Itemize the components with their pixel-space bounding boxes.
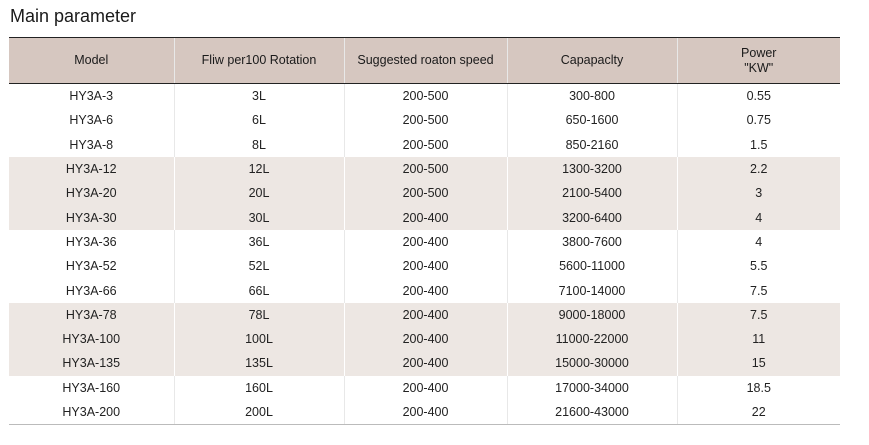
cell-capacity: 650-1600	[507, 108, 677, 132]
cell-power: 3	[677, 181, 840, 205]
header-power-line2: "KW"	[744, 60, 774, 75]
cell-model: HY3A-20	[9, 181, 174, 205]
cell-capacity: 9000-18000	[507, 303, 677, 327]
cell-flow: 78L	[174, 303, 344, 327]
cell-flow: 6L	[174, 108, 344, 132]
cell-power: 11	[677, 327, 840, 351]
page-title: Main parameter	[10, 6, 137, 26]
cell-capacity: 5600-11000	[507, 254, 677, 278]
cell-power: 15	[677, 351, 840, 375]
cell-power: 4	[677, 230, 840, 254]
table-row	[9, 230, 840, 254]
cell-flow: 12L	[174, 157, 344, 181]
cell-model: HY3A-52	[65, 259, 117, 274]
cell-model: HY3A-160	[62, 380, 121, 395]
table-row	[9, 351, 840, 375]
cell-speed: 200-400	[344, 230, 507, 254]
cell-power: 4	[677, 205, 840, 229]
cell-capacity: 850-2160	[507, 133, 677, 157]
table-row	[9, 133, 840, 157]
cell-capacity: 3800-7600	[507, 230, 677, 254]
cell-flow: 36L	[174, 230, 344, 254]
header-capacity: Capapaclty	[507, 38, 677, 84]
table-row	[9, 278, 840, 302]
header-model: Model	[9, 38, 174, 84]
cell-flow: 135L	[174, 351, 344, 375]
cell-speed: 200-400	[344, 254, 507, 278]
cell-model: HY3A-6	[69, 113, 114, 128]
header-row	[9, 38, 840, 84]
cell-flow: 66L	[174, 278, 344, 302]
cell-power: 0.55	[677, 84, 840, 109]
cell-flow: 160L	[174, 376, 344, 400]
cell-speed: 200-400	[344, 351, 507, 375]
header-flow: Fliw per100 Rotation	[174, 38, 344, 84]
cell-model: HY3A-30	[9, 205, 174, 229]
cell-model: HY3A-66	[65, 283, 117, 298]
cell-flow: 52L	[174, 254, 344, 278]
cell-capacity: 2100-5400	[507, 181, 677, 205]
cell-model: HY3A-3	[69, 89, 114, 104]
cell-speed: 200-400	[344, 376, 507, 400]
cell-flow: 30L	[174, 205, 344, 229]
cell-flow: 8L	[174, 133, 344, 157]
cell-power: 1.5	[677, 133, 840, 157]
cell-power: 7.5	[677, 303, 840, 327]
cell-capacity: 1300-3200	[507, 157, 677, 181]
cell-speed: 200-500	[344, 108, 507, 132]
cell-flow: 3L	[174, 84, 344, 109]
cell-speed: 200-500	[344, 181, 507, 205]
header-power-line1: Power	[741, 45, 777, 60]
cell-flow: 100L	[174, 327, 344, 351]
table-row	[9, 205, 840, 229]
table-row	[9, 327, 840, 351]
cell-power: 2.2	[677, 157, 840, 181]
cell-capacity: 17000-34000	[507, 376, 677, 400]
cell-power: 22	[677, 400, 840, 425]
cell-capacity: 3200-6400	[507, 205, 677, 229]
cell-flow: 200L	[174, 400, 344, 425]
table-row	[9, 400, 840, 425]
cell-power: 0.75	[677, 108, 840, 132]
cell-capacity: 15000-30000	[507, 351, 677, 375]
cell-model: HY3A-78	[9, 303, 174, 327]
cell-model: HY3A-36	[65, 234, 117, 249]
cell-speed: 200-500	[344, 157, 507, 181]
table-row	[9, 254, 840, 278]
header-power	[677, 38, 840, 84]
cell-model: HY3A-200	[9, 400, 174, 425]
header-speed: Suggested roaton speed	[344, 38, 507, 84]
table-row	[9, 84, 840, 109]
table-row	[9, 108, 840, 132]
cell-power: 5.5	[677, 254, 840, 278]
cell-speed: 200-400	[344, 278, 507, 302]
cell-power: 7.5	[677, 278, 840, 302]
cell-model: HY3A-100	[9, 327, 174, 351]
parameter-table	[9, 37, 840, 425]
cell-model: HY3A-8	[69, 137, 114, 152]
cell-speed: 200-500	[344, 133, 507, 157]
cell-speed: 200-400	[344, 205, 507, 229]
cell-power: 18.5	[677, 376, 840, 400]
cell-speed: 200-400	[344, 400, 507, 425]
cell-capacity: 21600-43000	[507, 400, 677, 425]
table-row	[9, 303, 840, 327]
cell-model: HY3A-12	[9, 157, 174, 181]
table-row	[9, 157, 840, 181]
cell-capacity: 7100-14000	[507, 278, 677, 302]
cell-flow: 20L	[174, 181, 344, 205]
cell-speed: 200-400	[344, 303, 507, 327]
cell-capacity: 11000-22000	[507, 327, 677, 351]
cell-speed: 200-500	[344, 84, 507, 109]
table-row	[9, 181, 840, 205]
cell-capacity: 300-800	[507, 84, 677, 109]
table-row	[9, 376, 840, 400]
cell-speed: 200-400	[344, 327, 507, 351]
cell-model: HY3A-135	[9, 351, 174, 375]
